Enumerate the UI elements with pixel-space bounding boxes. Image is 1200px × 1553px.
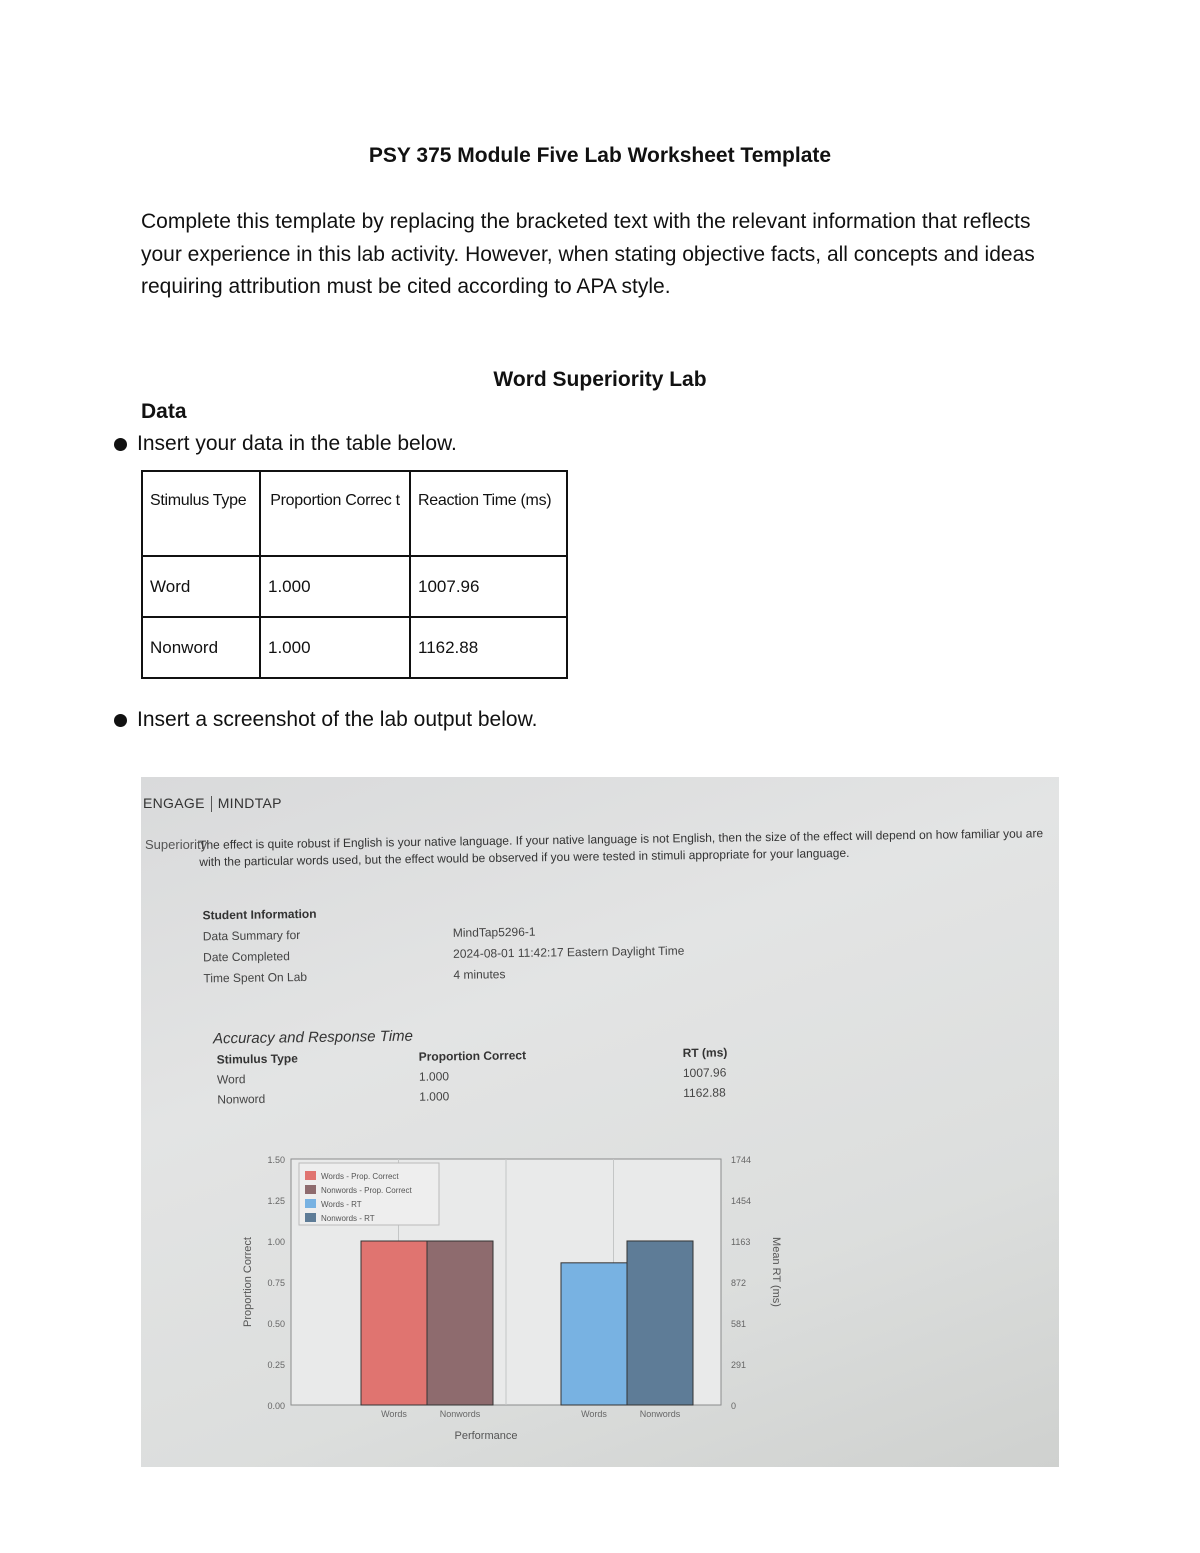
accuracy-cell: 1007.96 bbox=[682, 1065, 727, 1081]
accuracy-header: Stimulus Type bbox=[216, 1051, 298, 1067]
x-axis-label: Performance bbox=[454, 1430, 518, 1442]
y2-tick-label: 581 bbox=[731, 1319, 747, 1329]
y-tick-label: 0.00 bbox=[267, 1401, 285, 1411]
document-title: PSY 375 Module Five Lab Worksheet Template bbox=[368, 144, 832, 167]
x-tick-label: Words bbox=[581, 1409, 607, 1419]
y2-tick-label: 291 bbox=[731, 1360, 747, 1370]
table-cell: Word bbox=[142, 556, 260, 617]
y2-tick-label: 1163 bbox=[731, 1237, 751, 1247]
table-cell: 1162.88 bbox=[410, 617, 567, 678]
accuracy-header: Proportion Correct bbox=[418, 1048, 527, 1064]
bullet-text: Insert your data in the table below. bbox=[137, 432, 457, 455]
y-axis-label: Proportion Correct bbox=[242, 1237, 254, 1327]
intro-paragraph: Complete this template by replacing the bracketed text with the relevant information that reflects your experience in this lab activity. However, when stating objective facts, all concepts and ideas requiring attribution must be cited according to APA style. bbox=[141, 210, 1035, 298]
student-information bbox=[202, 902, 684, 993]
accuracy-header: RT (ms) bbox=[682, 1045, 728, 1061]
info-label: Date Completed bbox=[203, 949, 290, 965]
bar bbox=[561, 1263, 627, 1405]
brand-right: MINDTAP bbox=[217, 795, 282, 811]
bullet-insert-screenshot bbox=[114, 708, 537, 732]
brand-left: ENGAGE bbox=[143, 795, 205, 811]
bar bbox=[361, 1241, 427, 1405]
data-table bbox=[141, 470, 568, 679]
bullet-text: Insert a screenshot of the lab output below. bbox=[137, 708, 538, 731]
header-proportion-correct: Proportion Correc t bbox=[260, 471, 410, 556]
brand-header bbox=[143, 795, 282, 812]
x-tick-label: Words bbox=[381, 1409, 407, 1419]
lab-output-screenshot bbox=[141, 777, 1059, 1467]
bar bbox=[427, 1241, 493, 1405]
brand-divider bbox=[211, 796, 212, 812]
info-value: 4 minutes bbox=[453, 967, 506, 982]
table-row bbox=[142, 617, 567, 678]
table-cell: Nonword bbox=[142, 617, 260, 678]
table-cell: 1.000 bbox=[260, 556, 410, 617]
legend-label: Words - RT bbox=[321, 1200, 362, 1209]
y-tick-label: 0.25 bbox=[267, 1360, 285, 1370]
x-tick-label: Nonwords bbox=[439, 1409, 481, 1419]
accuracy-cell: Nonword bbox=[217, 1091, 266, 1107]
bullet-icon bbox=[114, 438, 127, 451]
table-cell: 1007.96 bbox=[410, 556, 567, 617]
y-tick-label: 1.25 bbox=[267, 1196, 285, 1206]
y2-tick-label: 1454 bbox=[731, 1196, 752, 1206]
accuracy-cell: Word bbox=[216, 1072, 246, 1087]
accuracy-title: Accuracy and Response Time bbox=[212, 1027, 414, 1048]
legend-swatch bbox=[305, 1199, 316, 1208]
x-tick-label: Nonwords bbox=[639, 1409, 681, 1419]
data-heading: Data bbox=[141, 400, 187, 423]
legend-label: Nonwords - Prop. Correct bbox=[321, 1186, 412, 1195]
y2-tick-label: 872 bbox=[731, 1278, 747, 1288]
info-value: 2024-08-01 11:42:17 Eastern Daylight Time bbox=[452, 943, 685, 961]
performance-chart bbox=[231, 1137, 931, 1462]
y-tick-label: 1.00 bbox=[267, 1237, 285, 1247]
table-header-row bbox=[142, 471, 567, 556]
table-row bbox=[142, 556, 567, 617]
legend-swatch bbox=[305, 1171, 316, 1180]
accuracy-cell: 1.000 bbox=[419, 1089, 450, 1104]
legend-swatch bbox=[305, 1213, 316, 1222]
lab-name: Superiority bbox=[145, 837, 208, 852]
bar bbox=[627, 1241, 693, 1405]
legend-label: Nonwords - RT bbox=[321, 1214, 375, 1223]
y2-tick-label: 0 bbox=[731, 1401, 737, 1411]
student-info-heading: Student Information bbox=[202, 906, 317, 923]
y-tick-label: 0.50 bbox=[267, 1319, 285, 1329]
info-value: MindTap5296-1 bbox=[452, 924, 536, 940]
legend-label: Words - Prop. Correct bbox=[321, 1172, 399, 1181]
accuracy-cell: 1.000 bbox=[418, 1069, 450, 1084]
y-tick-label: 1.50 bbox=[267, 1155, 285, 1165]
header-reaction-time: Reaction Time (ms) bbox=[410, 471, 567, 556]
effect-description: The effect is quite robust if English is your native language. If your native language is not English, then the size of the effect will depend on how familiar you are with the particular words used, but the effect would be observed if you were tested in stimuli appropriate for your language. bbox=[199, 826, 1044, 869]
accuracy-cell: 1162.88 bbox=[683, 1085, 726, 1101]
y-tick-label: 0.75 bbox=[267, 1278, 285, 1288]
y2-tick-label: 1744 bbox=[731, 1155, 752, 1165]
section-title: Word Superiority Lab bbox=[493, 368, 707, 391]
accuracy-table bbox=[217, 1045, 728, 1112]
legend-swatch bbox=[305, 1185, 316, 1194]
table-cell: 1.000 bbox=[260, 617, 410, 678]
bullet-icon bbox=[114, 714, 127, 727]
info-label: Data Summary for bbox=[202, 928, 301, 944]
bullet-insert-table bbox=[114, 432, 457, 456]
header-stimulus-type: Stimulus Type bbox=[142, 471, 260, 556]
info-label: Time Spent On Lab bbox=[203, 969, 308, 986]
y2-axis-label: Mean RT (ms) bbox=[770, 1237, 782, 1307]
